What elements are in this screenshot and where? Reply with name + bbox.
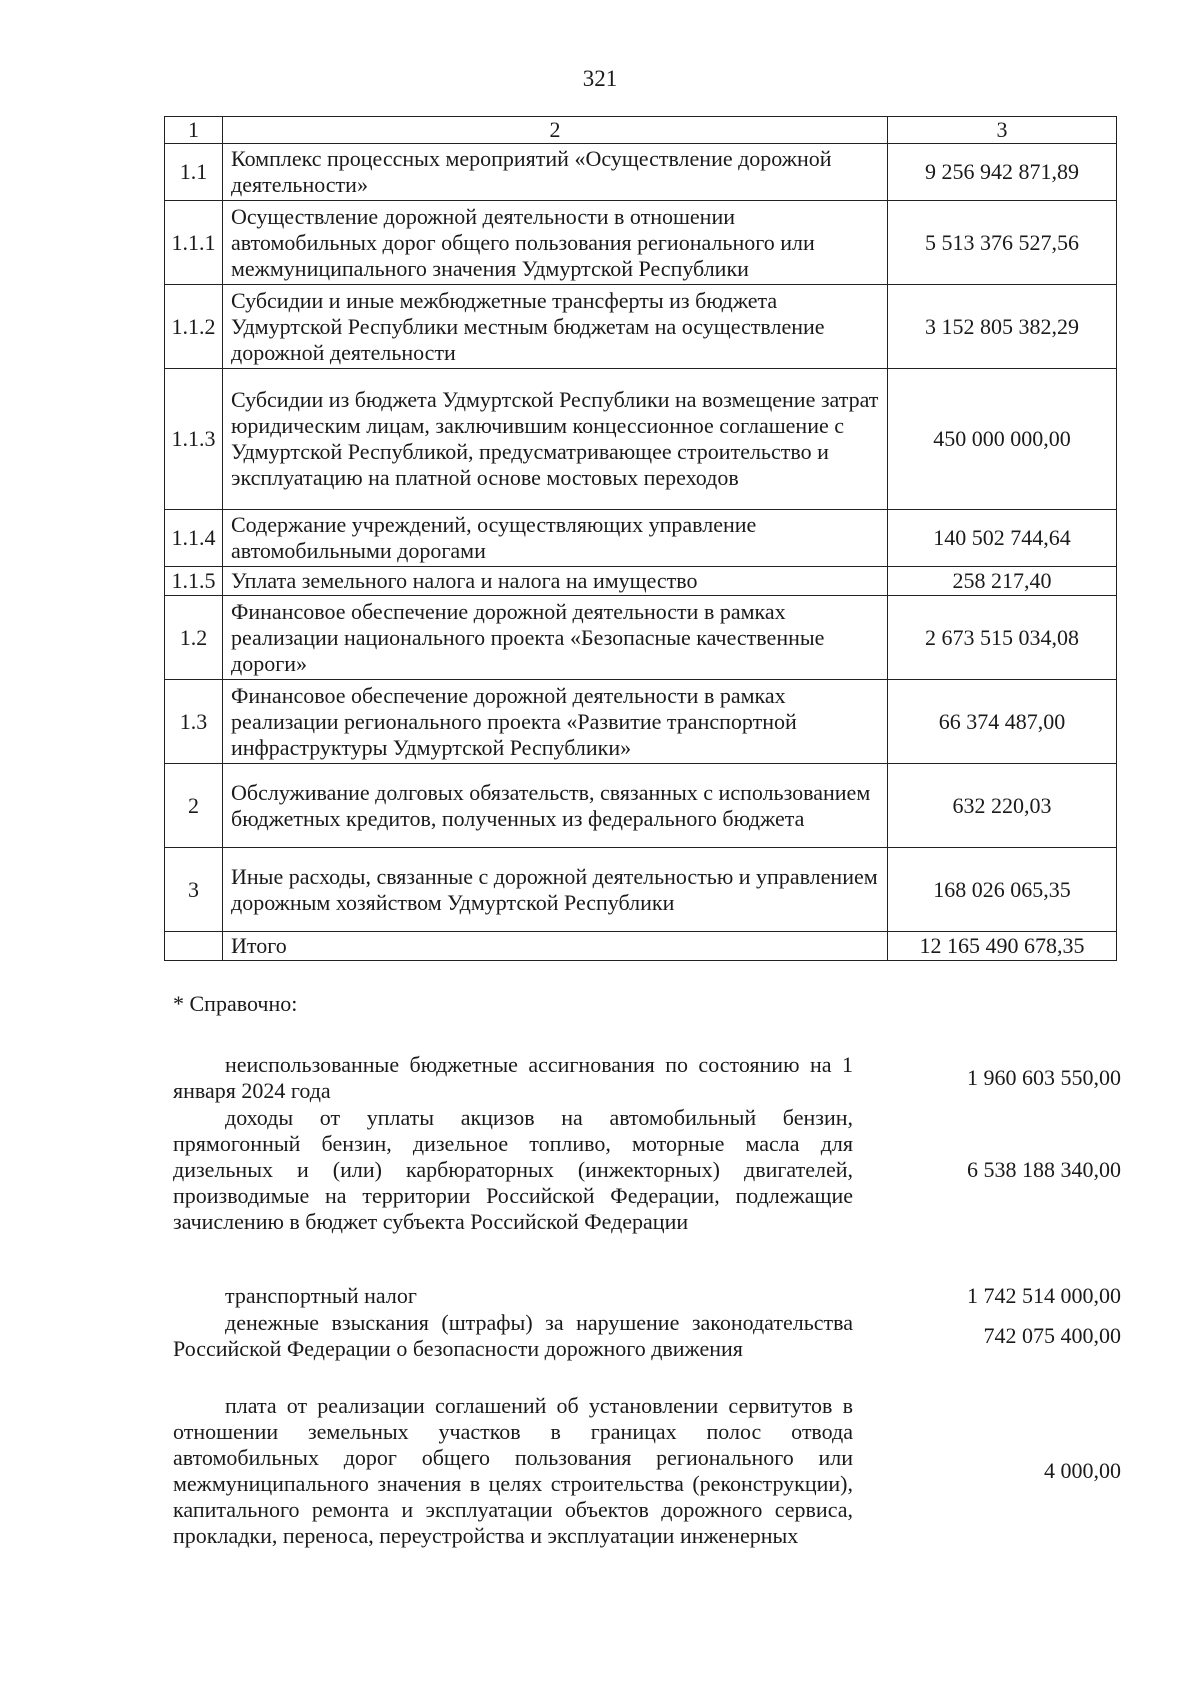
row-description: Субсидии из бюджета Удмуртской Республики на возмещение затрат юридическим лицам, заключившим концессионное соглашение с Удмуртской Республикой, предусматривающее строительство и эксплуатацию на платной основе мостовых переходов [223, 369, 888, 510]
table-row [165, 764, 1117, 848]
note-item-amount: 6 538 188 340,00 [967, 1157, 1121, 1182]
note-item-text: неиспользованные бюджетные ассигнования по состоянию на 1 января 2024 года [173, 1052, 853, 1103]
row-number: 1.1.4 [165, 510, 223, 567]
row-description: Иные расходы, связанные с дорожной деятельностью и управлением дорожным хозяйством Удмуртской Республики [223, 848, 888, 932]
table-row [165, 680, 1117, 764]
row-amount: 5 513 376 527,56 [888, 201, 1117, 285]
total-amount: 12 165 490 678,35 [888, 932, 1117, 961]
table-row [165, 596, 1117, 680]
row-number: 1.1.3 [165, 369, 223, 510]
table-row [165, 285, 1117, 369]
table-row [165, 369, 1117, 510]
note-item [173, 1052, 1121, 1104]
note-item-text: плата от реализации соглашений об установлении сервитутов в отношении земельных участков в границах полос отвода автомобильных дорог общего пользования регионального или межмуниципального значения в целях строительства (реконструкции), капитального ремонта и эксплуатации объектов дорожного сервиса, прокладки, переноса, переустройства и эксплуатации инженерных [173, 1393, 853, 1548]
row-amount: 258 217,40 [888, 567, 1117, 596]
row-amount: 168 026 065,35 [888, 848, 1117, 932]
note-item-amount: 1 742 514 000,00 [967, 1283, 1121, 1308]
row-description: Финансовое обеспечение дорожной деятельности в рамках реализации национального проекта «Безопасные качественные дороги» [223, 596, 888, 680]
table-header-row [165, 117, 1117, 144]
budget-table [164, 116, 1117, 961]
row-amount: 450 000 000,00 [888, 369, 1117, 510]
row-amount: 9 256 942 871,89 [888, 144, 1117, 201]
note-item [173, 1393, 1121, 1549]
note-item-amount: 742 075 400,00 [983, 1323, 1121, 1348]
row-number: 1.1.5 [165, 567, 223, 596]
row-number: 1.2 [165, 596, 223, 680]
table-row [165, 567, 1117, 596]
total-label: Итого [223, 932, 888, 961]
row-description: Субсидии и иные межбюджетные трансферты из бюджета Удмуртской Республики местным бюджетам на осуществление дорожной деятельности [223, 285, 888, 369]
table-row [165, 201, 1117, 285]
note-item [173, 1283, 1121, 1309]
row-number: 1.1 [165, 144, 223, 201]
note-item-amount: 4 000,00 [1044, 1458, 1121, 1483]
note-item-amount: 1 960 603 550,00 [967, 1065, 1121, 1090]
row-description: Обслуживание долговых обязательств, связанных с использованием бюджетных кредитов, полученных из федерального бюджета [223, 764, 888, 848]
header-col-2: 2 [223, 117, 888, 144]
note-item-text: транспортный налог [225, 1283, 417, 1308]
row-amount: 140 502 744,64 [888, 510, 1117, 567]
row-description: Содержание учреждений, осуществляющих управление автомобильными дорогами [223, 510, 888, 567]
table-row [165, 144, 1117, 201]
table-row [165, 510, 1117, 567]
row-description: Осуществление дорожной деятельности в отношении автомобильных дорог общего пользования регионального или межмуниципального значения Удмуртской Республики [223, 201, 888, 285]
row-number: 3 [165, 848, 223, 932]
row-number: 2 [165, 764, 223, 848]
row-number [165, 932, 223, 961]
row-amount: 2 673 515 034,08 [888, 596, 1117, 680]
note-item-text: доходы от уплаты акцизов на автомобильный бензин, прямогонный бензин, дизельное топливо, моторные масла для дизельных и (или) карбюраторных (инжекторных) двигателей, производимые на территории Российской Федерации, подлежащие зачислению в бюджет субъекта Российской Федерации [173, 1105, 853, 1234]
table-row [165, 848, 1117, 932]
row-amount: 632 220,03 [888, 764, 1117, 848]
row-amount: 3 152 805 382,29 [888, 285, 1117, 369]
row-number: 1.1.1 [165, 201, 223, 285]
row-description: Комплекс процессных мероприятий «Осуществление дорожной деятельности» [223, 144, 888, 201]
row-number: 1.3 [165, 680, 223, 764]
note-item-text: денежные взыскания (штрафы) за нарушение законодательства Российской Федерации о безопасности дорожного движения [173, 1310, 853, 1361]
row-amount: 66 374 487,00 [888, 680, 1117, 764]
note-title: * Справочно: [173, 991, 298, 1016]
header-col-3: 3 [888, 117, 1117, 144]
note-item [173, 1310, 1121, 1362]
table-total-row [165, 932, 1117, 961]
note-item [173, 1105, 1121, 1235]
page-number: 321 [582, 66, 618, 91]
row-number: 1.1.2 [165, 285, 223, 369]
header-col-1: 1 [165, 117, 223, 144]
row-description: Финансовое обеспечение дорожной деятельности в рамках реализации регионального проекта «Развитие транспортной инфраструктуры Удмуртской Республики» [223, 680, 888, 764]
row-description: Уплата земельного налога и налога на имущество [223, 567, 888, 596]
